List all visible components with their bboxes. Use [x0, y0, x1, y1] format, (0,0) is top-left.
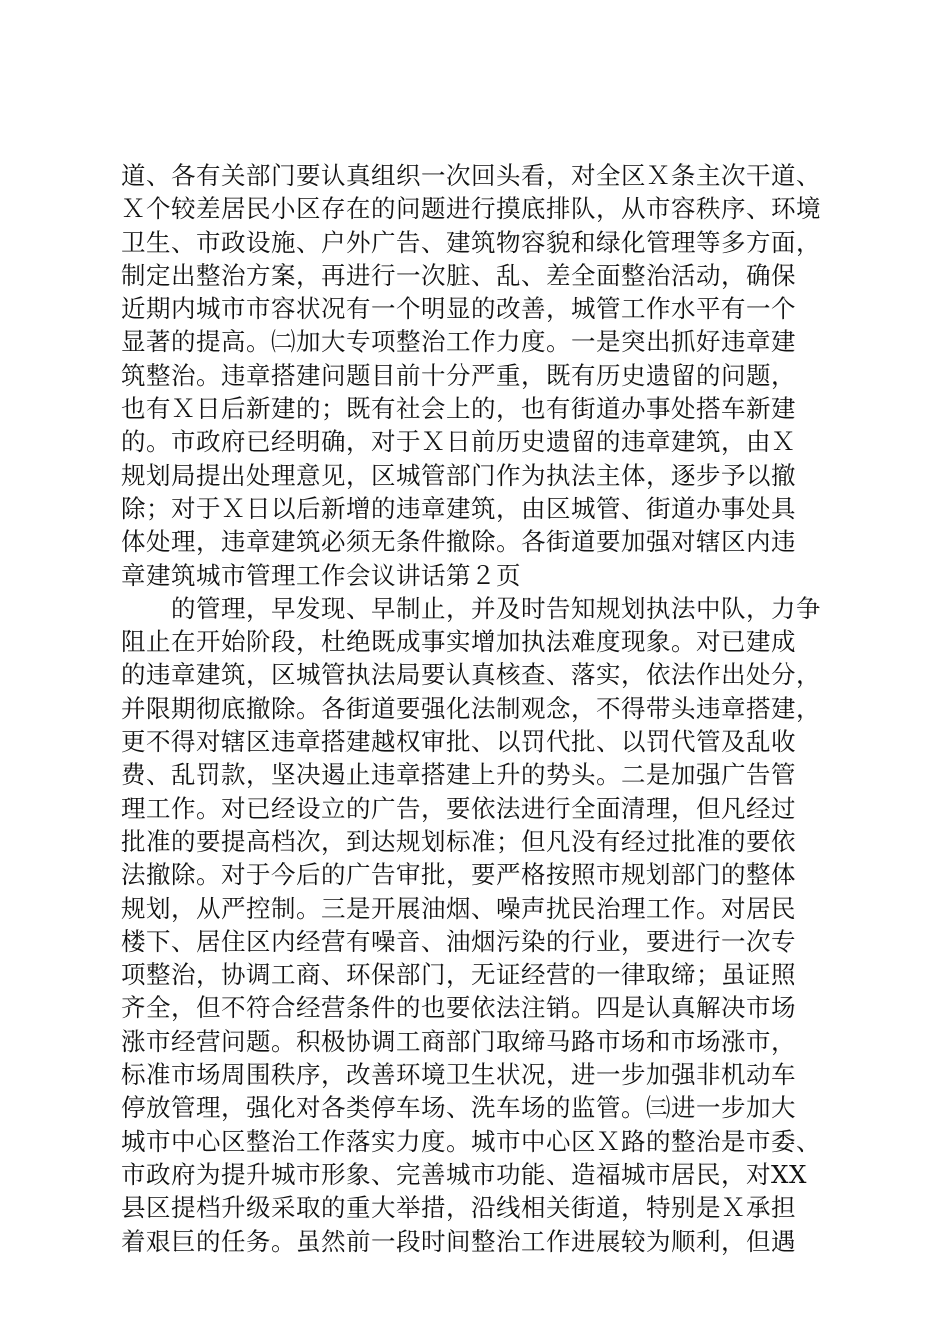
- text-line: 项整治，协调工商、环保部门，无证经营的一律取缔；虽证照: [121, 960, 796, 990]
- text-line: 县区提档升级采取的重大举措，沿线相关街道，特别是Ｘ承担: [121, 1193, 796, 1223]
- text-line: 除；对于Ｘ日以后新增的违章建筑，由区城管、街道办事处具: [121, 493, 796, 523]
- text-line: 近期内城市市容状况有一个明显的改善，城管工作水平有一个: [121, 294, 796, 324]
- text-line: 规划，从严控制。三是开展油烟、噪声扰民治理工作。对居民: [121, 893, 796, 923]
- text-line: 楼下、居住区内经营有噪音、油烟污染的行业，要进行一次专: [121, 926, 796, 956]
- text-line: 城市中心区整治工作落实力度。城市中心区Ｘ路的整治是市委、: [121, 1126, 821, 1156]
- text-line: 阻止在开始阶段，杜绝既成事实增加执法难度现象。对已建成: [121, 627, 796, 657]
- text-line: 也有Ｘ日后新建的；既有社会上的，也有街道办事处搭车新建: [121, 394, 796, 424]
- text-line: 的违章建筑，区城管执法局要认真核查、落实，依法作出处分，: [121, 660, 821, 690]
- text-line: 批准的要提高档次，到达规划标准；但凡没有经过批准的要依: [121, 826, 796, 856]
- text-line: 市政府为提升城市形象、完善城市功能、造福城市居民，对XX: [121, 1159, 807, 1189]
- text-line: 着艰巨的任务。虽然前一段时间整治工作进展较为顺利，但遇: [121, 1226, 796, 1256]
- text-line: 更不得对辖区违章搭建越权审批、以罚代批、以罚代管及乱收: [121, 727, 796, 757]
- text-line: 体处理，违章建筑必须无条件撤除。各街道要加强对辖区内违: [121, 527, 796, 557]
- text-line: 显著的提高。㈡加大专项整治工作力度。一是突出抓好违章建: [121, 327, 796, 357]
- text-line: 筑整治。违章搭建问题目前十分严重，既有历史遗留的问题，: [121, 360, 796, 390]
- text-line: 涨市经营问题。积极协调工商部门取缔马路市场和市场涨市，: [121, 1026, 796, 1056]
- text-line: 制定出整治方案，再进行一次脏、乱、差全面整治活动，确保: [121, 260, 796, 290]
- text-line: 道、各有关部门要认真组织一次回头看，对全区Ｘ条主次干道、: [121, 161, 821, 190]
- text-line: 标准市场周围秩序，改善环境卫生状况，进一步加强非机动车: [121, 1060, 796, 1090]
- body-text: [121, 159, 833, 1258]
- page-marker-line: 章建筑城市管理工作会议讲话第２页: [121, 560, 521, 590]
- text-line: 法撤除。对于今后的广告审批，要严格按照市规划部门的整体: [121, 860, 796, 890]
- text-line: 理工作。对已经设立的广告，要依法进行全面清理，但凡经过: [121, 793, 796, 823]
- text-line: 费、乱罚款，坚决遏止违章搭建上升的势头。二是加强广告管: [121, 760, 796, 790]
- text-line: 的。市政府已经明确，对于Ｘ日前历史遗留的违章建筑，由Ｘ: [121, 427, 796, 457]
- text-line: 停放管理，强化对各类停车场、洗车场的监管。㈢进一步加大: [121, 1093, 796, 1123]
- text-line: Ｘ个较差居民小区存在的问题进行摸底排队，从市容秩序、环境: [121, 194, 821, 224]
- text-line: 齐全，但不符合经营条件的也要依法注销。四是认真解决市场: [121, 993, 796, 1023]
- paragraph-start-line: 的管理，早发现、早制止，并及时告知规划执法中队，力争: [121, 593, 821, 623]
- text-line: 卫生、市政设施、户外广告、建筑物容貌和绿化管理等多方面，: [121, 227, 821, 257]
- text-line: 并限期彻底撤除。各街道要强化法制观念，不得带头违章搭建，: [121, 693, 821, 723]
- text-line: 规划局提出处理意见，区城管部门作为执法主体，逐步予以撤: [121, 460, 796, 490]
